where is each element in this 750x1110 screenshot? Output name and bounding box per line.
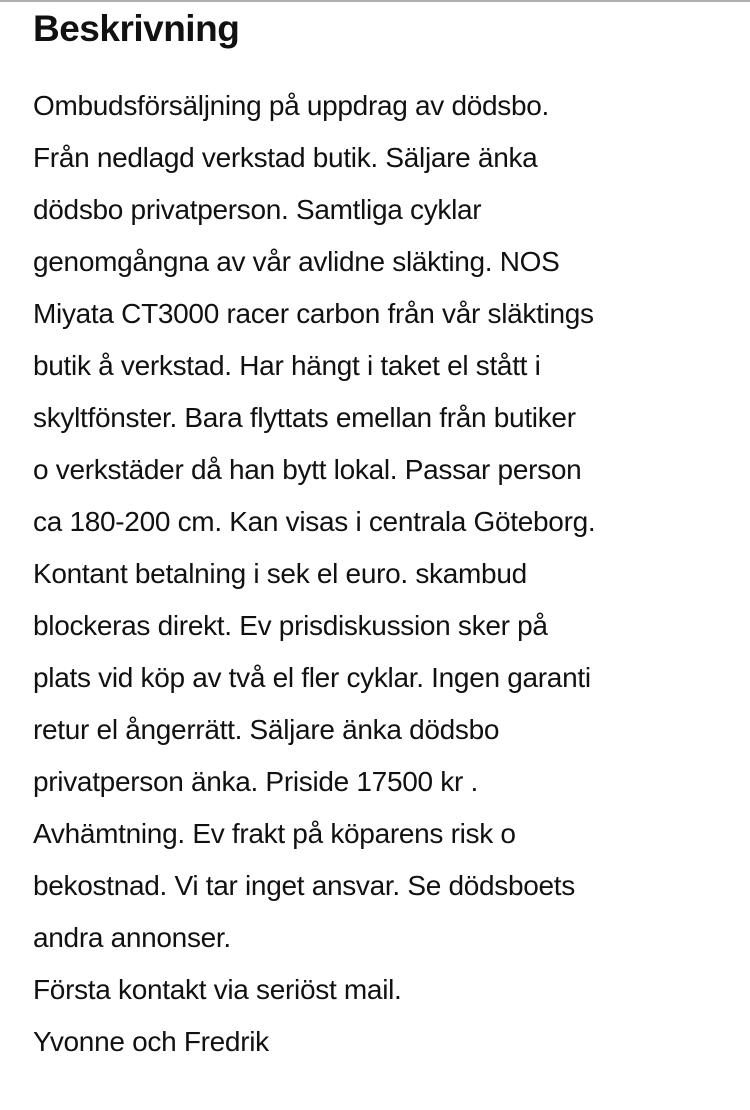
description-line: genomgångna av vår avlidne släkting. NOS bbox=[33, 246, 560, 277]
description-line: skyltfönster. Bara flyttats emellan från butiker bbox=[33, 402, 576, 433]
section-title: Beskrivning bbox=[33, 8, 240, 49]
description-line: Miyata CT3000 racer carbon från vår släktings bbox=[33, 298, 594, 329]
description-line: Yvonne och Fredrik bbox=[33, 1026, 269, 1057]
description-line: ca 180-200 cm. Kan visas i centrala Göteborg. bbox=[33, 506, 596, 537]
description-line: Första kontakt via seriöst mail. bbox=[33, 974, 402, 1005]
description-line: Avhämtning. Ev frakt på köparens risk o bbox=[33, 818, 516, 849]
description-line: dödsbo privatperson. Samtliga cyklar bbox=[33, 194, 482, 225]
description-line: blockeras direkt. Ev prisdiskussion sker på bbox=[33, 610, 548, 641]
description-text bbox=[33, 80, 595, 1068]
description-line: andra annonser. bbox=[33, 922, 231, 953]
description-line: privatperson änka. Priside 17500 kr . bbox=[33, 766, 478, 797]
description-line: Ombudsförsäljning på uppdrag av dödsbo. bbox=[33, 90, 549, 121]
description-line: Kontant betalning i sek el euro. skambud bbox=[33, 558, 527, 589]
description-line: o verkstäder då han bytt lokal. Passar person bbox=[33, 454, 582, 485]
description-line: retur el ångerrätt. Säljare änka dödsbo bbox=[33, 714, 500, 745]
description-line: bekostnad. Vi tar inget ansvar. Se dödsboets bbox=[33, 870, 575, 901]
description-line: Från nedlagd verkstad butik. Säljare änka bbox=[33, 142, 538, 173]
description-line: butik å verkstad. Har hängt i taket el stått i bbox=[33, 350, 541, 381]
description-line: plats vid köp av två el fler cyklar. Ingen garanti bbox=[33, 662, 591, 693]
